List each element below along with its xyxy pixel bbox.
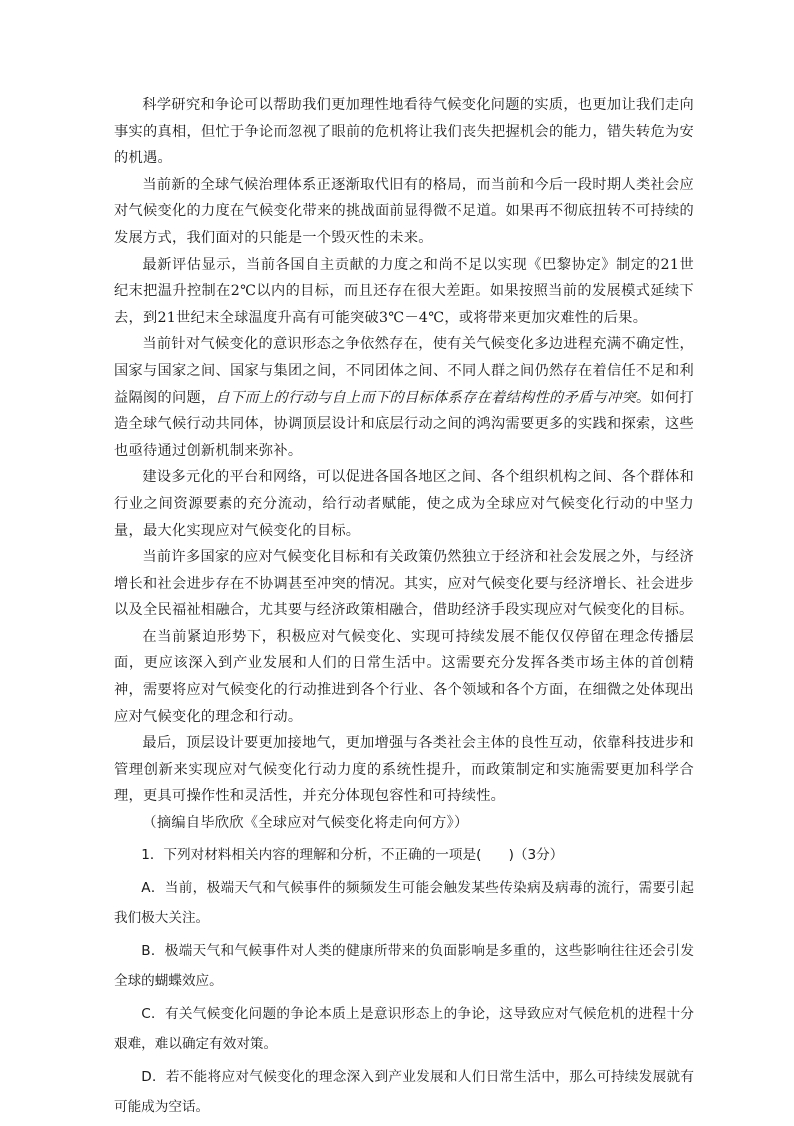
- passage-paragraph-4-italic: 自下而上的行动与自上而下的目标体系存在着结构性的矛盾与冲突: [215, 389, 636, 406]
- passage-paragraph-2: 当前新的全球气候治理体系正逐渐取代旧有的格局，而当前和今后一段时期人类社会应对气候变化的力度在气候变化带来的挑战面前显得微不足道。如果再不彻底扭转不可持续的发展方式，我们面对的只能是一个毁灭性的未来。: [114, 176, 694, 246]
- passage-paragraph-3: 最新评估显示，当前各国自主贡献的力度之和尚不足以实现《巴黎协定》制定的21世纪末把温升控制在2℃以内的目标，而且还存在很大差距。如果按照当前的发展模式延续下去，到21世纪末全球温度升高有可能突破3℃－4℃，或将带来更加灾难性的后果。: [114, 256, 694, 326]
- question-1-option-a: A．当前，极端天气和气候事件的频频发生可能会触发某些传染病及病毒的流行，需要引起我们极大关注。: [114, 880, 694, 926]
- passage-paragraph-4-part-3: 。如何打造全球气候行动共同体，协调顶层设计和底层行动之间的鸿沟需要更多的实践和探索，这些也亟待通过创新机制来弥补。: [114, 389, 694, 459]
- reading-passage: [114, 92, 694, 837]
- question-1-option-d: D．若不能将应对气候变化的理念深入到产业发展和人们日常生活中，那么可持续发展就有可能成为空话。: [114, 1069, 694, 1115]
- passage-paragraph-5: 建设多元化的平台和网络，可以促进各国各地区之间、各个组织机构之间、各个群体和行业之间资源要素的充分流动，给行动者赋能，使之成为全球应对气候变化行动的中坚力量，最大化实现应对气候变化的目标。: [114, 469, 694, 539]
- question-1-stem: 1．下列对材料相关内容的理解和分析，不正确的一项是( )（3分）: [141, 846, 564, 863]
- document-page: [114, 92, 694, 1126]
- passage-paragraph-4: [114, 331, 694, 464]
- passage-paragraph-8: 最后，顶层设计要更加接地气，更加增强与各类社会主体的良性互动，依靠科技进步和管理创新来实现应对气候变化行动力度的系统性提升，而政策制定和实施需要更加科学合理，更具可操作性和灵活性，并充分体现包容性和可持续性。: [114, 735, 694, 805]
- question-1-option-b: B．极端天气和气候事件对人类的健康所带来的负面影响是多重的，这些影响往往还会引发全球的蝴蝶效应。: [114, 943, 694, 989]
- passage-paragraph-6: 当前许多国家的应对气候变化目标和有关政策仍然独立于经济和社会发展之外，与经济增长和社会进步存在不协调甚至冲突的情况。其实，应对气候变化要与经济增长、社会进步以及全民福祉相融合，尤其要与经济政策相融合，借助经济手段实现应对气候变化的目标。: [114, 549, 694, 619]
- question-1-option-c: C．有关气候变化问题的争论本质上是意识形态上的争论，这导致应对气候危机的进程十分艰难，难以确定有效对策。: [114, 1006, 694, 1052]
- passage-source: （摘编自毕欣欣《全球应对气候变化将走向何方》）: [142, 815, 469, 832]
- question-block: [114, 841, 694, 1123]
- passage-paragraph-1: 科学研究和争论可以帮助我们更加理性地看待气候变化问题的实质，也更加让我们走向事实的真相，但忙于争论而忽视了眼前的危机将让我们丧失把握机会的能力，错失转危为安的机遇。: [114, 97, 694, 167]
- passage-paragraph-4-part-1: 当前针对气候变化的意识形态之争依然存在，使有关气候变化多边进程充满不确定性，国家与国家之间、国家与集团之间，不同团体之间、不同人群之间仍然存在着信任不足和利益隔阂的问题，: [114, 336, 694, 406]
- passage-paragraph-7: 在当前紧迫形势下，积极应对气候变化、实现可持续发展不能仅仅停留在理念传播层面，更应该深入到产业发展和人们的日常生活中。这需要充分发挥各类市场主体的首创精神，需要将应对气候变化的行动推进到各个行业、各个领域和各个方面，在细微之处体现出应对气候变化的理念和行动。: [114, 628, 694, 725]
